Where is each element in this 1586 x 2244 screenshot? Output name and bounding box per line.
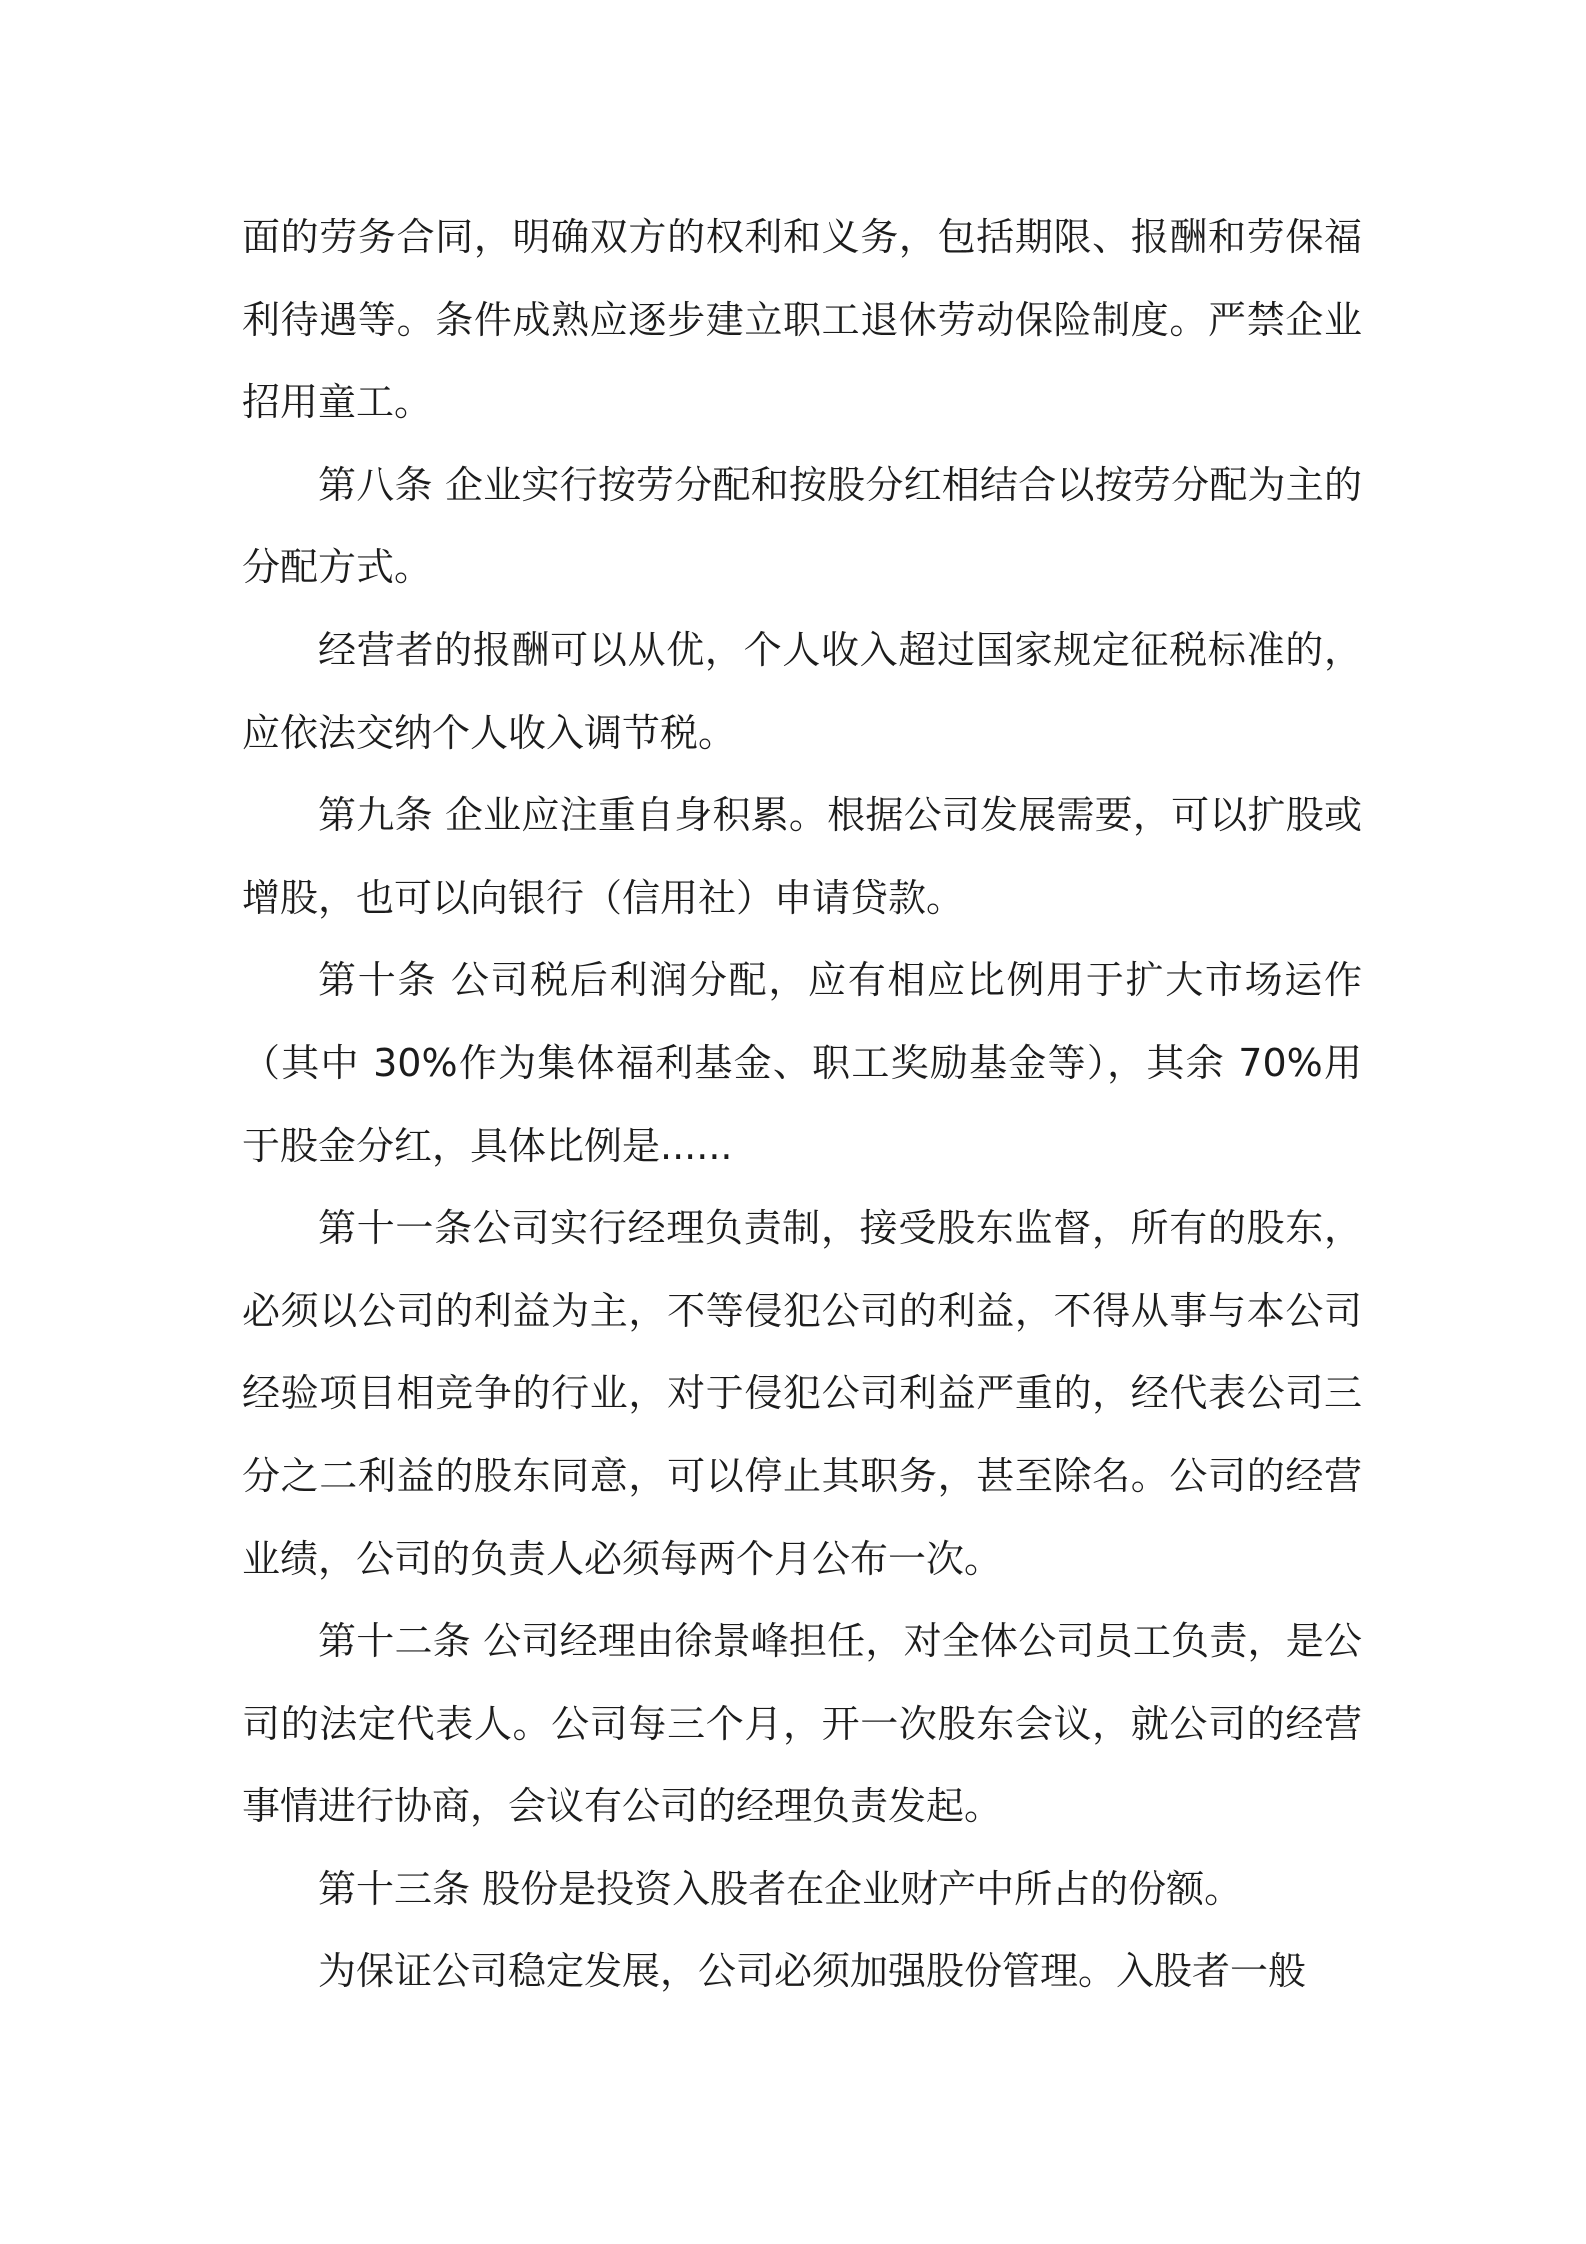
paragraph-article-13: 第十三条 股份是投资入股者在企业财产中所占的份额。 xyxy=(318,1866,1243,1911)
paragraph-share-management: 为保证公司稳定发展，公司必须加强股份管理。入股者一般 xyxy=(318,1949,1307,1994)
paragraph-continuation: 面的劳务合同，明确双方的权利和义务，包括期限、报酬和劳保福利待遇等。条件成熟应逐步建立职工退休劳动保险制度。严禁企业招用童工。 xyxy=(242,215,1362,425)
paragraph-article-9: 第九条 企业应注重自身积累。根据公司发展需要，可以扩股或增股，也可以向银行（信用社）申请贷款。 xyxy=(242,793,1362,920)
paragraph-article-12: 第十二条 公司经理由徐景峰担任，对全体公司员工负责，是公司的法定代表人。公司每三个月，开一次股东会议，就公司的经营事情进行协商，会议有公司的经理负责发起。 xyxy=(242,1619,1362,1829)
paragraph-operator-pay: 经营者的报酬可以从优，个人收入超过国家规定征税标准的，应依法交纳个人收入调节税。 xyxy=(242,627,1362,755)
document-body xyxy=(242,196,1362,2013)
paragraph-article-10: 第十条 公司税后利润分配，应有相应比例用于扩大市场运作（其中 30%作为集体福利基金、职工奖励基金等），其余 70%用于股金分红，具体比例是...... xyxy=(242,958,1362,1168)
paragraph-article-11: 第十一条公司实行经理负责制，接受股东监督，所有的股东，必须以公司的利益为主，不等侵犯公司的利益，不得从事与本公司经验项目相竞争的行业，对于侵犯公司利益严重的，经代表公司三分之二利益的股东同意，可以停止其职务，甚至除名。公司的经营业绩，公司的负责人必须每两个月公布一次。 xyxy=(242,1206,1362,1581)
paragraph-article-8: 第八条 企业实行按劳分配和按股分红相结合以按劳分配为主的分配方式。 xyxy=(242,462,1362,590)
